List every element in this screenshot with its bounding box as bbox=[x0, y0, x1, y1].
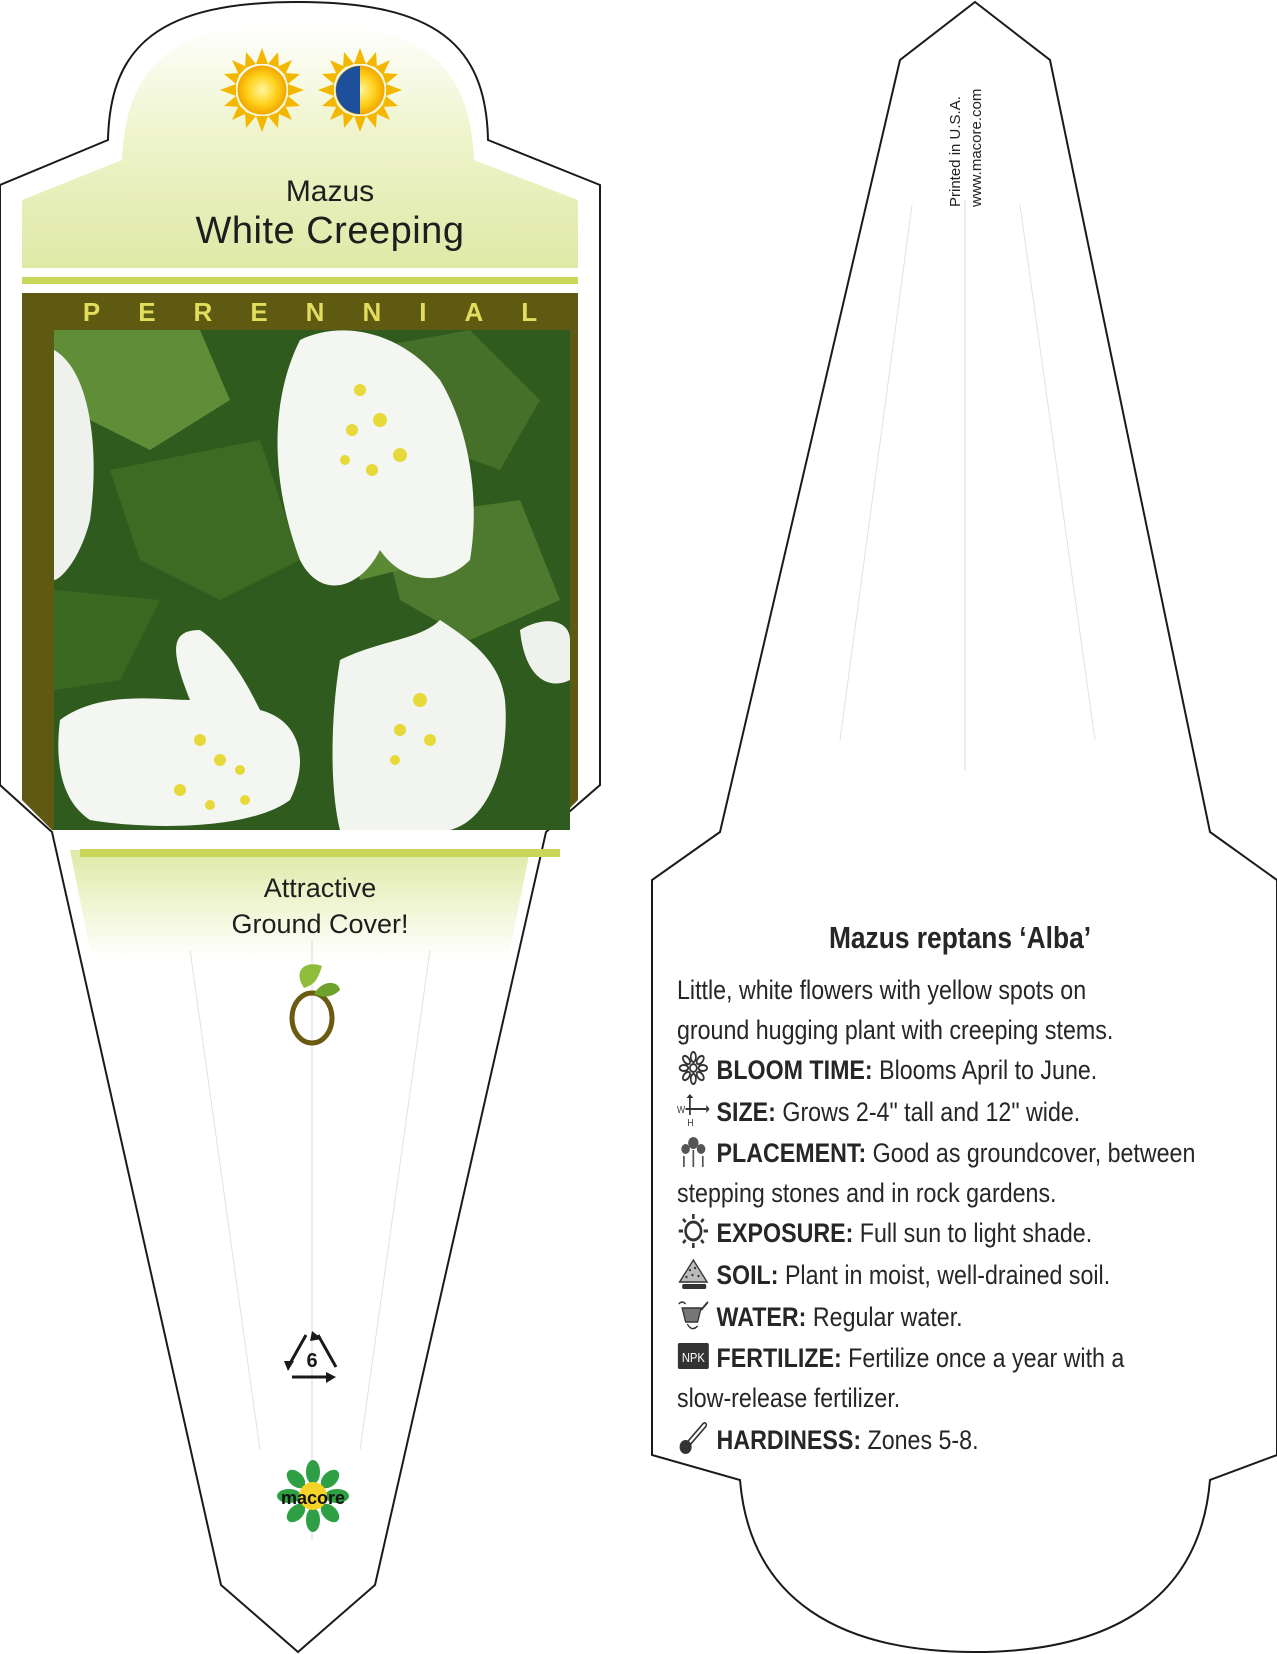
variety-name: White Creeping bbox=[195, 210, 465, 252]
common-name: Mazus bbox=[285, 175, 375, 208]
recycle-number: 6 bbox=[306, 1350, 318, 1372]
care-label: PLACEMENT: bbox=[716, 1138, 867, 1168]
care-row-exposure bbox=[677, 1213, 1092, 1253]
care-row-size bbox=[677, 1092, 1080, 1132]
description: Little, white flowers with yellow spots on ground hugging plant with creeping stems. bbox=[677, 975, 1114, 1045]
full-sun-icon bbox=[220, 48, 304, 132]
sun-outline-icon bbox=[677, 1214, 710, 1248]
care-label: SOIL: bbox=[716, 1260, 779, 1290]
botanical-name: Mazus reptans ‘Alba’ bbox=[828, 920, 1092, 955]
flower-icon bbox=[677, 1051, 710, 1085]
category-label: PERENNIAL bbox=[82, 297, 576, 327]
size-arrows-icon bbox=[677, 1093, 710, 1127]
care-label: SIZE: bbox=[716, 1097, 776, 1127]
care-text: Full sun to light shade. bbox=[859, 1218, 1093, 1248]
npk-icon bbox=[677, 1339, 710, 1373]
care-row-placement-cont: stepping stones and in rock gardens. bbox=[677, 1178, 1057, 1208]
care-row-fertilize bbox=[677, 1338, 1124, 1378]
care-text: Good as groundcover, between bbox=[872, 1138, 1196, 1168]
thermometer-icon bbox=[677, 1421, 710, 1455]
part-sun-icon bbox=[318, 48, 402, 132]
plants-icon bbox=[677, 1134, 710, 1168]
printer-info bbox=[945, 89, 987, 207]
plant-photo bbox=[54, 330, 570, 830]
care-text: Zones 5-8. bbox=[867, 1425, 979, 1455]
care-row-soil bbox=[677, 1255, 1110, 1295]
care-row-fertilize-cont: slow-release fertilizer. bbox=[677, 1383, 901, 1413]
tagline-line-2: Ground Cover! bbox=[231, 909, 409, 939]
care-text: Regular water. bbox=[812, 1302, 963, 1332]
header-accent-bar bbox=[22, 277, 578, 284]
care-label: BLOOM TIME: bbox=[716, 1055, 873, 1085]
footer-accent-bar bbox=[80, 849, 560, 857]
care-row-hardiness bbox=[677, 1420, 979, 1460]
care-label: EXPOSURE: bbox=[716, 1218, 854, 1248]
care-row-placement bbox=[677, 1133, 1195, 1173]
care-text: Grows 2-4" tall and 12" wide. bbox=[782, 1097, 1081, 1127]
care-text: Blooms April to June. bbox=[879, 1055, 1098, 1085]
soil-pile-icon bbox=[677, 1256, 710, 1290]
website: www.macore.com bbox=[968, 88, 985, 207]
care-row-water bbox=[677, 1297, 963, 1337]
size-h-letter: H bbox=[687, 1117, 694, 1127]
care-row-bloom-time bbox=[677, 1050, 1097, 1090]
tagline bbox=[150, 870, 490, 942]
care-label: FERTILIZE: bbox=[716, 1343, 842, 1373]
care-label: WATER: bbox=[716, 1302, 807, 1332]
tagline-line-1: Attractive bbox=[263, 873, 377, 903]
care-text: Fertilize once a year with a bbox=[848, 1343, 1125, 1373]
npk-text: NPK bbox=[681, 1350, 705, 1366]
care-label: HARDINESS: bbox=[716, 1425, 862, 1455]
watering-can-icon bbox=[677, 1298, 710, 1332]
care-text: Plant in moist, well-drained soil. bbox=[784, 1260, 1111, 1290]
printed-in: Printed in U.S.A. bbox=[947, 96, 964, 207]
size-w-letter: W bbox=[677, 1104, 686, 1116]
brand-name: macore bbox=[280, 1488, 346, 1508]
